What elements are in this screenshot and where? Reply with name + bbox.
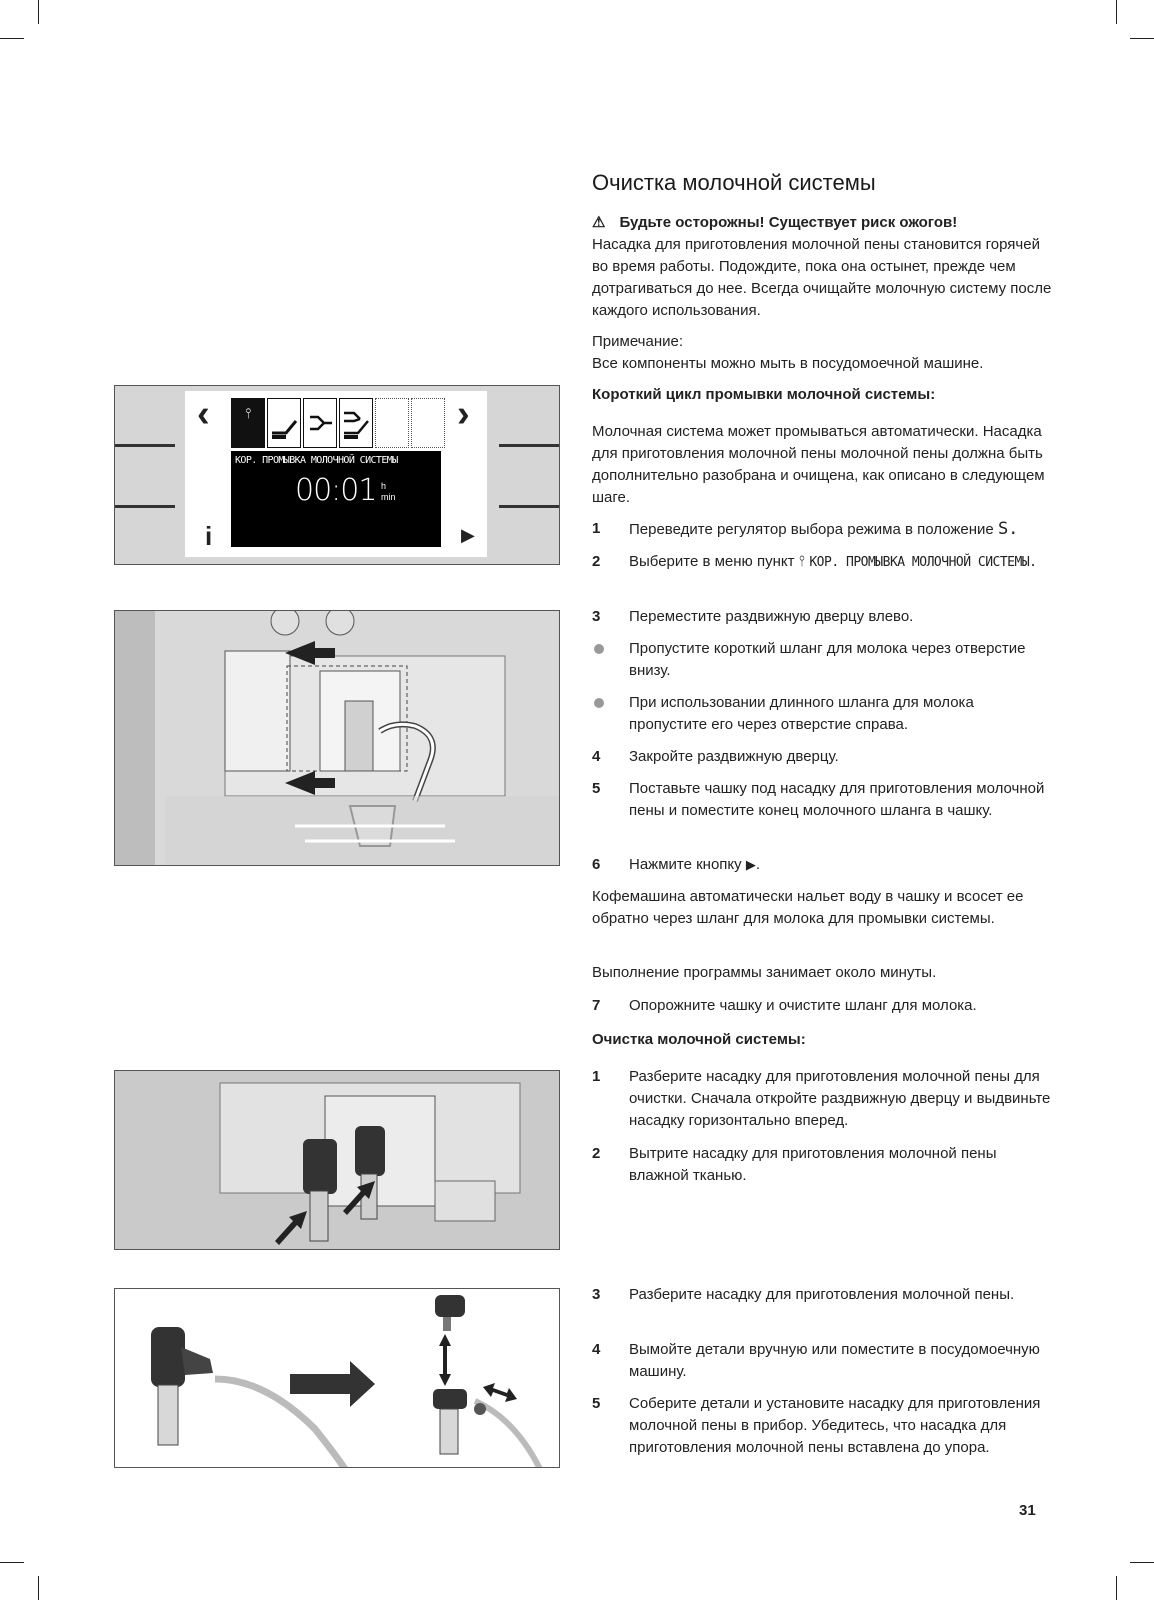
crop-mark [38,1576,39,1600]
bullet-text: При использовании длинного шланга для молока пропустите его через отверстие справа. [629,694,974,733]
menu-icon-strip [231,398,441,448]
step-text: Переместите раздвижную дверцу влево. [629,608,914,625]
crop-mark [0,38,24,39]
display-label: КОР. ПРОМЫВКА МОЛОЧНОЙ СИСТЕМЫ [235,455,398,466]
crop-mark [1116,0,1117,24]
step-suffix: . [755,856,760,873]
frother-parts-figure [114,1288,560,1468]
step-text: Закройте раздвижную дверцу. [629,748,839,765]
display-unit-h: h [381,481,387,491]
mode-symbol: S. [997,519,1019,539]
step-text: Соберите детали и установите насадку для приготовления молочной пены в прибор. Убедитесь, что насадка для приготовления молочной пены вставлена до упора. [629,1395,1041,1456]
step-number: 6 [592,856,601,873]
short-rinse-step-2 [592,551,1052,574]
nav-left-arrow[interactable]: ‹ [197,393,210,435]
step-number: 3 [592,608,601,625]
short-rinse-step-7 [592,995,1052,1017]
crop-mark [1130,1562,1154,1563]
warning-heading-text: Будьте осторожны! Существует риск ожогов! [619,214,958,231]
milk-frother-icon[interactable] [267,398,301,448]
crop-mark [1116,1576,1117,1600]
sliding-door-illustration [115,611,560,866]
after-text-2: Выполнение программы занимает около минуты. [592,964,937,981]
panel-line [499,444,559,447]
display-screen [231,451,441,547]
play-icon: ▶ [745,857,756,872]
frother-parts-illustration [115,1289,560,1468]
step-number: 2 [592,1145,601,1162]
note-block [592,331,1052,375]
short-rinse-heading: Короткий цикл промывки молочной системы: [592,386,936,403]
crop-mark [38,0,39,24]
cleaning-step-4 [592,1339,1052,1383]
info-button[interactable]: i [205,521,213,551]
panel-line [499,505,559,508]
note-label: Примечание: [592,333,683,350]
after-text-1: Кофемашина автоматически нальет воду в чашку и всосет ее обратно через шланг для молока для промывки системы. [592,888,1024,927]
empty-slot-icon [411,398,445,448]
milk-rinse-icon[interactable]: ⫯ [231,398,265,448]
milk-hose-icon[interactable] [303,398,337,448]
step-number: 5 [592,1395,601,1412]
short-rinse-step-1 [592,518,1052,541]
short-rinse-step-5 [592,778,1052,822]
sliding-door-figure [114,610,560,866]
frother-removal-illustration [115,1071,560,1250]
step-number: 4 [592,748,601,765]
step-text: Поставьте чашку под насадку для приготовления молочной пены и поместите конец молочного шланга в чашку. [629,780,1045,819]
step-text: Разберите насадку для приготовления молочной пены для очистки. Сначала откройте раздвижную дверцу и выдвиньте насадку горизонтально вперед. [629,1068,1051,1129]
page-title: Очистка молочной системы [592,170,876,195]
step-number: 2 [592,553,601,570]
step-text: Выберите в меню пункт [629,553,795,570]
bullet-dot [594,644,604,654]
crop-mark [0,1562,24,1563]
display-unit-min: min [381,492,396,502]
step-number: 1 [592,520,601,537]
display-time: 00:01 [295,473,377,508]
short-rinse-intro: Молочная система может промываться автоматически. Насадка для приготовления молочной пены молочной пены должна быть дополнительно разобрана и очищена, как описано в следующем шаге. [592,423,1045,506]
step-number: 5 [592,780,601,797]
step-number: 7 [592,997,601,1014]
step-text: Нажмите кнопку [629,856,742,873]
empty-slot-icon [375,398,409,448]
bullet-dot [594,698,604,708]
cleaning-heading: Очистка молочной системы: [592,1031,806,1048]
cleaning-step-2 [592,1143,1052,1187]
step-number: 4 [592,1341,601,1358]
step-text: Опорожните чашку и очистите шланг для молока. [629,997,977,1014]
step-number: 1 [592,1068,601,1085]
short-rinse-step-4 [592,746,1052,768]
milk-rinse-icon: ⫯ [798,553,806,570]
bullet-item [592,692,1052,736]
short-rinse-step-3 [592,606,1052,628]
step-text: Вымойте детали вручную или поместите в посудомоечную машину. [629,1341,1040,1380]
display-panel-figure [114,385,560,565]
panel-line [115,444,175,447]
warning-block [592,212,1052,322]
bullet-item [592,638,1052,682]
warning-body: Насадка для приготовления молочной пены становится горячей во время работы. Подождите, пока она остынет, прежде чем дотрагиваться до нее. Всегда очищайте молочную систему после каждого использования. [592,236,1052,319]
note-text: Все компоненты можно мыть в посудомоечной машине. [592,355,984,372]
cleaning-step-5 [592,1393,1052,1459]
step-number: 3 [592,1286,601,1303]
warning-heading [592,212,1052,234]
step-text: Переведите регулятор выбора режима в положение [629,521,994,538]
step-text: Вытрите насадку для приготовления молочной пены влажной тканью. [629,1145,997,1184]
milk-system-icon[interactable] [339,398,373,448]
bullet-text: Пропустите короткий шланг для молока через отверстие внизу. [629,640,1026,679]
page-number: 31 [1019,1502,1036,1519]
menu-item-text: КОР. ПРОМЫВКА МОЛОЧНОЙ СИСТЕМЫ. [809,555,1037,570]
cleaning-step-1 [592,1066,1052,1132]
crop-mark [1130,38,1154,39]
display-frame [185,391,487,557]
warning-triangle-icon: ⚠ [592,214,606,231]
frother-removal-figure [114,1070,560,1250]
nav-right-arrow[interactable]: › [457,393,470,435]
cleaning-step-3 [592,1284,1052,1306]
panel-line [115,505,175,508]
step-text: Разберите насадку для приготовления молочной пены. [629,1286,1015,1303]
play-button[interactable]: ▶ [461,525,475,545]
short-rinse-step-6 [592,854,1052,876]
